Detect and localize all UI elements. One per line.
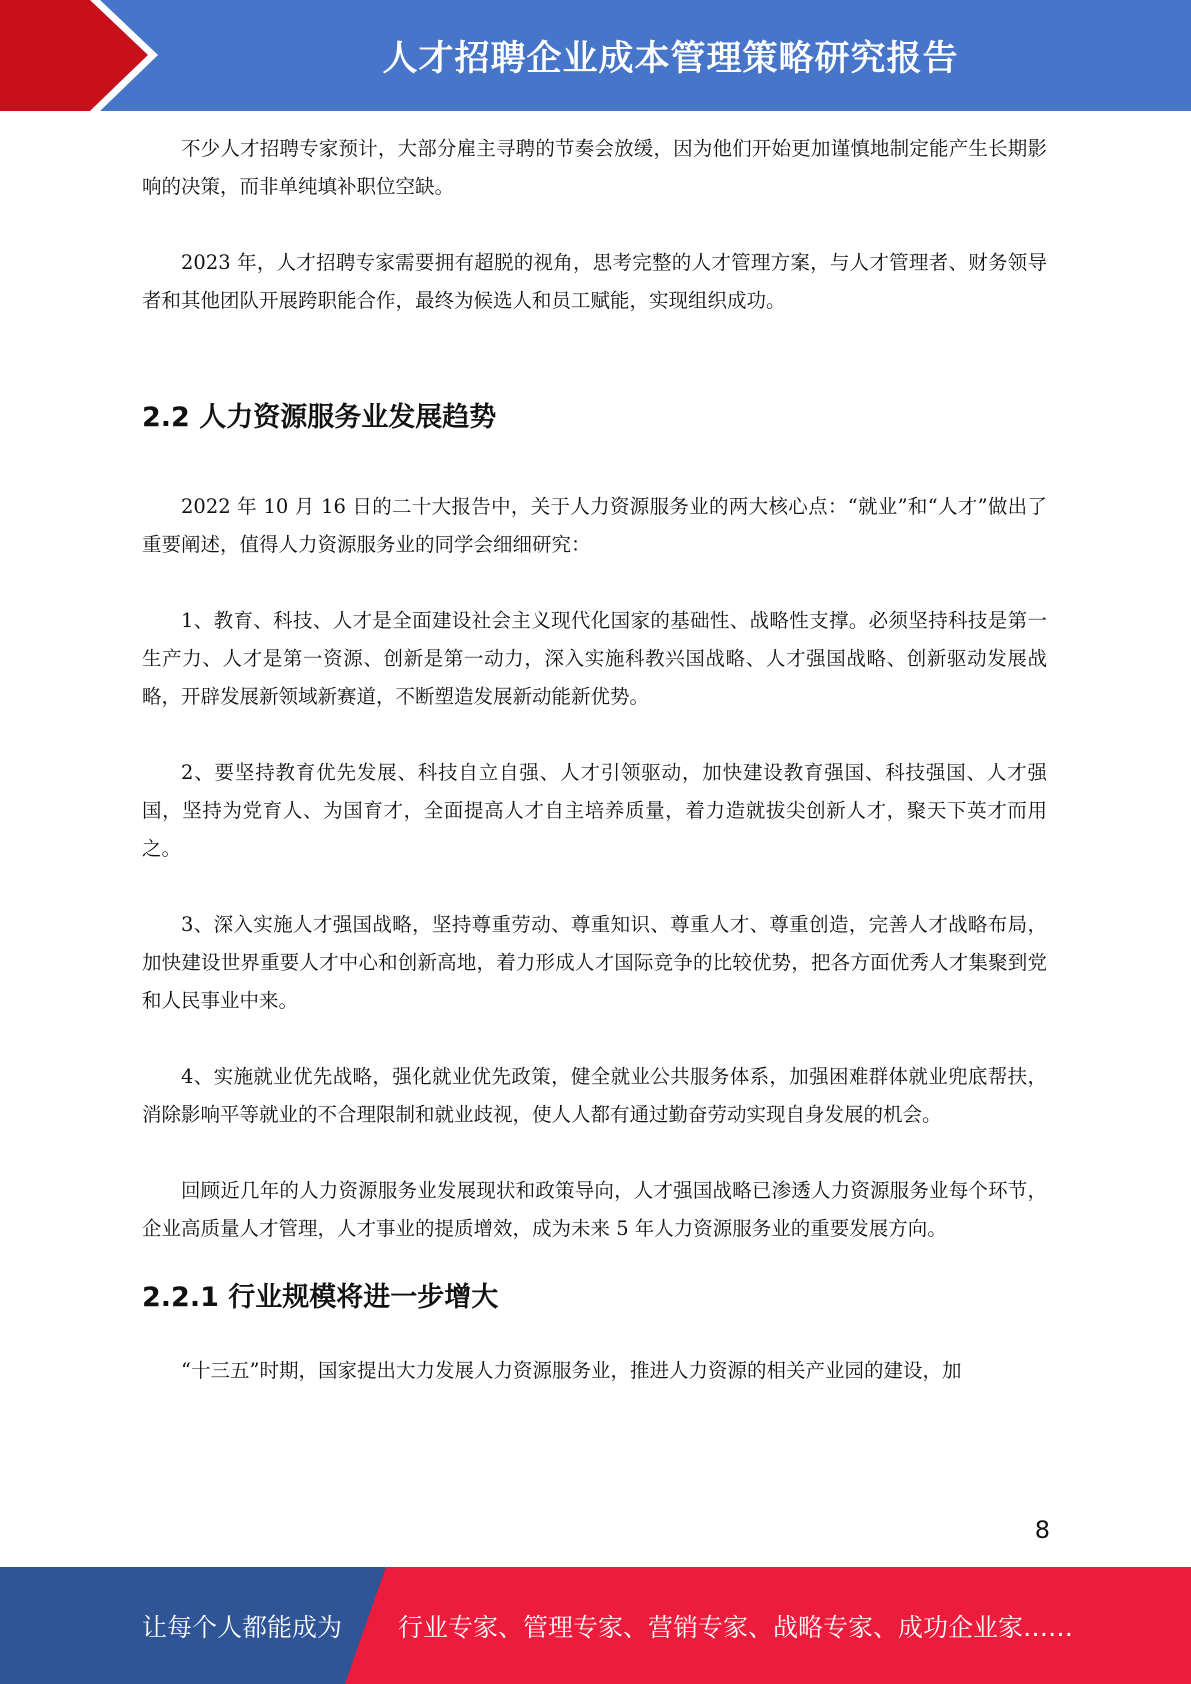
page-number: 8: [1034, 1516, 1050, 1544]
paragraph: 不少人才招聘专家预计，大部分雇主寻聘的节奏会放缓，因为他们开始更加谨慎地制定能产生长期影响的决策，而非单纯填补职位空缺。: [142, 137, 1047, 198]
document-title: 人才招聘企业成本管理策略研究报告: [382, 38, 959, 79]
footer-slogan-right: 行业专家、管理专家、营销专家、战略专家、成功企业家……: [398, 1612, 1074, 1642]
footer-slogan-left: 让每个人都能成为: [142, 1612, 343, 1642]
paragraph: 2、要坚持教育优先发展、科技自立自强、人才引领驱动，加快建设教育强国、科技强国、人才强国，坚持为党育人、为国育才，全面提高人才自主培养质量，着力造就拔尖创新人才，聚天下英才而用之。: [142, 761, 1047, 860]
paragraph: 回顾近几年的人力资源服务业发展现状和政策导向，人才强国战略已渗透人力资源服务业每个环节，企业高质量人才管理，人才事业的提质增效，成为未来 5 年人力资源服务业的重要发展方向。: [142, 1179, 1047, 1240]
subsection-heading: 2.2.1 行业规模将进一步增大: [142, 1282, 499, 1313]
paragraph: “十三五”时期，国家提出大力发展人力资源服务业，推进人力资源的相关产业园的建设，加: [181, 1359, 962, 1382]
paragraph: 3、深入实施人才强国战略，坚持尊重劳动、尊重知识、尊重人才、尊重创造，完善人才战略布局，加快建设世界重要人才中心和创新高地，着力形成人才国际竞争的比较优势，把各方面优秀人才集聚到党和人民事业中来。: [142, 913, 1047, 1012]
paragraph: 4、实施就业优先战略，强化就业优先政策，健全就业公共服务体系，加强困难群体就业兜底帮扶，消除影响平等就业的不合理限制和就业歧视，使人人都有通过勤奋劳动实现自身发展的机会。: [142, 1065, 1047, 1126]
footer-banner: [0, 1567, 1191, 1684]
paragraph: 1、教育、科技、人才是全面建设社会主义现代化国家的基础性、战略性支撑。必须坚持科技是第一生产力、人才是第一资源、创新是第一动力，深入实施科教兴国战略、人才强国战略、创新驱动发展战略，开辟发展新领域新赛道，不断塑造发展新动能新优势。: [142, 609, 1047, 708]
section-heading: 2.2 人力资源服务业发展趋势: [142, 402, 497, 433]
header-red-chevron: [0, 0, 160, 111]
document-body: [142, 130, 1047, 1390]
header-banner: [0, 0, 1191, 111]
paragraph: 2023 年，人才招聘专家需要拥有超脱的视角，思考完整的人才管理方案，与人才管理者、财务领导者和其他团队开展跨职能合作，最终为候选人和员工赋能，实现组织成功。: [142, 251, 1047, 312]
paragraph: 2022 年 10 月 16 日的二十大报告中，关于人力资源服务业的两大核心点：“就业”和“人才”做出了重要阐述，值得人力资源服务业的同学会细细研究：: [142, 495, 1047, 556]
